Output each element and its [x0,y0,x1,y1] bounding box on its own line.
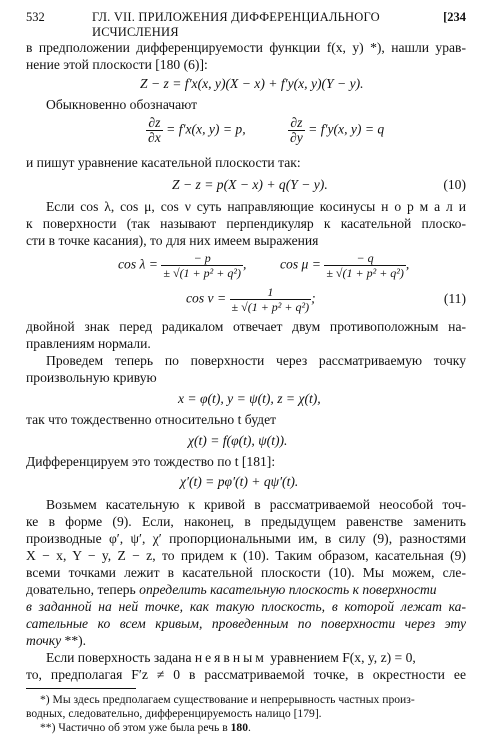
text-line: Дифференцируем это тождество по t [181]: [26,454,276,469]
chapter-title: ГЛ. VII. ПРИЛОЖЕНИЯ ДИФФЕРЕНЦИАЛЬНОГО ИСЧИСЛЕНИЯ [92,10,380,39]
equation-notation-p [146,116,246,145]
text-line: всеми точками лежит в касательной плоскости (10). Мы можем, сле- [26,565,466,580]
text-line: сти в точке касания), то для них имеем выражения [26,233,319,248]
equation-lhs: cos μ = [280,256,321,272]
text-span: **) Частично об этом уже была речь в [40,721,231,734]
text-line: Обыкновенно обозначают [46,97,198,112]
equation-cos-lambda: cos λ = $\frac{- p}{\text{± √(1 + p² + q²)}}$ , [118,251,247,280]
italic-definition: определить касательную плоскость к поверхности [139,582,437,597]
equation-tangent-plane: Z − z = f′x(x, y)(X − x) + f′y(x, y)(Y − y). [140,76,364,91]
equation-notation-q [288,116,384,145]
text-line: и пишут уравнение касательной плоскости так: [26,155,301,170]
italic-definition-line: сательные ко всем кривым, проведенным по поверхности через эту [26,616,466,631]
text-line: нение этой плоскости [180 (6)]: [26,57,208,72]
fraction-numerator: − p [161,251,243,266]
fraction-denominator: ± √(1 + p² + q²) [163,266,241,280]
running-header [26,10,466,39]
page-number: 532 [26,10,45,24]
equation-cos-nu: cos ν = $\frac{1}{\text{± √(1 + p² + q²)}}$ ; [186,285,316,314]
footnote-divider [26,688,136,689]
equation-curve: x = φ(t), y = ψ(t), z = χ(t), [178,391,321,406]
text-line: двойной знак перед радикалом отвечает двум противоположным на- [26,319,466,334]
section-number: [234 [443,10,466,24]
text-line [26,582,466,598]
italic-definition: точку [26,633,62,648]
equation-10: Z − z = p(X − x) + q(Y − y). [172,177,328,192]
footnote-1-cont: водных, следовательно, дифференцируемость налицо [179]. [26,707,322,720]
italic-definition-line: в заданной на ней точке, как такую плоскость, в которой лежат ка- [26,599,466,614]
text-line: так что тождественно относительно t будет [26,412,277,427]
footnote-2 [40,721,251,735]
fraction-numerator: − q [324,251,406,266]
section-reference: 180 [230,721,248,734]
fraction-denominator: ∂y [290,130,303,145]
equation-lhs: cos λ = [118,256,158,272]
text-line: произвольную кривую [26,370,157,385]
equation-derivative: χ′(t) = pφ′(t) + qψ′(t). [180,474,299,489]
text-line: Проведем теперь по поверхности через рассматриваемую точку [46,353,466,368]
text-line: Если cos λ, cos μ, cos ν суть направляющие косинусы н о р м а л и [46,199,466,214]
equation-number: (11) [443,291,466,306]
fraction-denominator: ∂x [148,130,161,145]
text-line [46,650,466,666]
equation-cos-mu: cos μ = $\frac{- q}{\text{± √(1 + p² + q²)}}$ , [280,251,410,280]
text-line: X − x, Y − y, Z − z, то придем к (10). Таким образом, касательная (9) [26,548,466,563]
footnote-ref: **). [61,633,87,648]
spaced-emphasis: неявным [194,650,267,665]
text-line: производные φ′, ψ′, χ′ пропорциональными им, в силу (9), разностями [26,531,466,546]
equation-rhs: = f′y(x, y) = q [308,121,385,137]
equation-lhs: cos ν = [186,290,227,306]
text-line: Возьмем касательную к кривой в рассматриваемой неособой точ- [46,497,466,512]
text-span: довательно, теперь [26,582,140,597]
footnote-1: *) Мы здесь предполагаем существование и непрерывность частных произ- [40,693,415,706]
fraction-numerator: ∂z [288,116,305,131]
equation-identity: χ(t) = f(φ(t), ψ(t)). [188,433,288,448]
fraction-denominator: ± √(1 + p² + q²) [231,300,310,314]
text-line: в предположении дифференцируемости функции f(x, y) *), нашли урав- [26,40,466,55]
text-span: Если поверхность задана [46,650,195,665]
text-line [26,633,466,649]
fraction-numerator: 1 [230,285,312,300]
fraction-numerator: ∂z [146,116,163,131]
text-line: ке в форме (9). Если, наконец, в предыдущем равенстве заменить [26,514,466,529]
text-line: правлениям нормали. [26,336,151,351]
equation-number: (10) [443,177,466,192]
text-span: уравнением F(x, y, z) = 0, [266,650,416,665]
text-line: к поверхности (так называют перпендикуляр к касательной плоско- [26,216,466,231]
text-span: . [247,721,251,734]
text-line: то, предполагая F′z ≠ 0 в рассматриваемой точке, в окрестности ее [26,667,466,682]
equation-rhs: = f′x(x, y) = p, [166,121,246,137]
fraction-denominator: ± √(1 + p² + q²) [326,266,404,280]
